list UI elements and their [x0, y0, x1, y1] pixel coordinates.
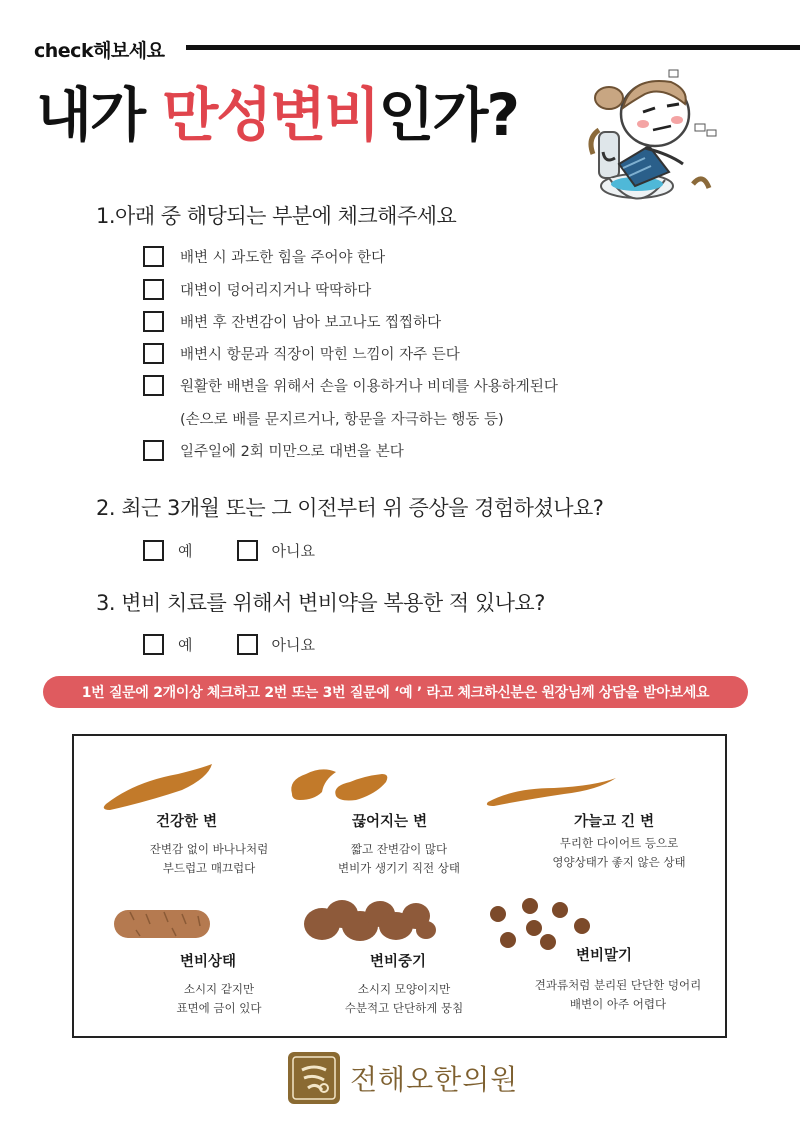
stool-desc-line: 수분적고 단단하게 뭉침	[344, 1001, 464, 1015]
question-2: 2. 최근 3개월 또는 그 이전부터 위 증상을 경험하셨나요?	[96, 496, 604, 520]
answer-yes-label: 예	[178, 542, 193, 560]
stool-desc-line: 무리한 다이어트 등으로	[559, 836, 679, 850]
title-before: 내가	[36, 81, 163, 149]
answer-row-q2	[143, 540, 359, 561]
checkbox-yes[interactable]	[143, 634, 164, 655]
stool-desc-line: 소시지 같지만	[183, 982, 255, 996]
answer-no-label: 아니요	[271, 542, 315, 560]
checklist-item	[143, 343, 460, 364]
stool-desc-line: 변비가 생기기 직전 상태	[337, 861, 461, 875]
checkbox[interactable]	[143, 311, 164, 332]
checkbox-yes[interactable]	[143, 540, 164, 561]
checklist-item-label: 일주일에 2회 미만으로 대변을 본다	[180, 444, 404, 460]
answer-no-label: 아니요	[271, 636, 315, 654]
page-title	[36, 81, 519, 149]
consultation-notice: 1번 질문에 2개이상 체크하고 2번 또는 3번 질문에 ‘예 ’ 라고 체크하신분은 원장님께 상담을 받아보세요	[43, 676, 748, 708]
checklist-item	[143, 246, 385, 267]
checklist-item-label: 배변 시 과도한 힘을 주어야 한다	[180, 250, 386, 266]
stool-desc-line: 배변이 아주 어렵다	[569, 997, 667, 1011]
thin-stool-icon	[487, 778, 616, 806]
toilet-character-illustration	[585, 68, 725, 218]
question-1: 1.아래 중 해당되는 부분에 체크해주세요	[96, 204, 457, 228]
stool-desc-line: 짧고 잔변감이 많다	[350, 842, 448, 856]
header-rule	[186, 45, 800, 50]
title-after: 인가?	[378, 81, 519, 149]
stool-name: 변비상태	[180, 954, 237, 970]
stool-type-chart	[72, 734, 727, 1038]
stool-desc	[144, 980, 294, 1018]
stool-desc	[518, 976, 718, 1014]
checkbox-no[interactable]	[237, 634, 258, 655]
checklist-item	[143, 375, 558, 396]
checkbox[interactable]	[143, 246, 164, 267]
title-highlight: 만성변비	[162, 81, 379, 149]
clinic-brand	[288, 1052, 518, 1104]
checkbox[interactable]	[143, 343, 164, 364]
stool-desc-line: 견과류처럼 분리된 단단한 덩어리	[534, 978, 702, 992]
pellet-stool-icon	[490, 898, 590, 950]
stool-desc-line: 영양상태가 좋지 않은 상태	[552, 855, 686, 869]
lumpy-stool-icon	[304, 900, 436, 941]
checklist-item-label: 원활한 배변을 위해서 손을 이용하거나 비데를 사용하게된다	[180, 379, 558, 395]
checkbox[interactable]	[143, 279, 164, 300]
clinic-logo-mark	[288, 1052, 340, 1104]
answer-row-q3	[143, 634, 359, 655]
checklist-item	[143, 440, 404, 461]
answer-no	[237, 634, 315, 655]
healthy-stool-icon	[104, 764, 212, 810]
answer-no	[237, 540, 315, 561]
checklist-item	[143, 311, 441, 332]
stool-desc-line: 잔변감 없이 바나나처럼	[149, 842, 269, 856]
stool-desc	[529, 834, 709, 872]
clinic-logo	[288, 1052, 340, 1104]
checkbox[interactable]	[143, 440, 164, 461]
checklist-item-label: 배변 후 잔변감이 남아 보고나도 찝찝하다	[180, 315, 442, 331]
checklist-item-label: 대변이 덩어리지거나 딱딱하다	[180, 283, 372, 299]
stool-desc	[314, 840, 484, 878]
stool-desc	[324, 980, 484, 1018]
stool-name: 변비말기	[576, 948, 633, 964]
answer-yes	[143, 540, 193, 561]
stool-name: 변비중기	[370, 954, 427, 970]
stool-desc-line: 소시지 모양이지만	[357, 982, 451, 996]
checkbox[interactable]	[143, 375, 164, 396]
stool-desc-line: 부드럽고 매끄럽다	[162, 861, 256, 875]
header-label: check해보세요	[34, 40, 165, 62]
stool-name: 건강한 변	[156, 814, 218, 830]
answer-yes-label: 예	[178, 636, 193, 654]
stool-name: 가늘고 긴 변	[574, 814, 655, 830]
checklist-item-label: 배변시 항문과 직장이 막힌 느낌이 자주 든다	[180, 347, 460, 363]
stool-desc	[124, 840, 294, 878]
broken-stool-icon	[335, 774, 387, 801]
checklist-item-note: (손으로 배를 문지르거나, 항문을 자극하는 행동 등)	[180, 412, 504, 428]
checklist-item	[143, 279, 371, 300]
broken-stool-icon	[291, 769, 336, 800]
stool-desc-line: 표면에 금이 있다	[176, 1001, 262, 1015]
stool-name: 끊어지는 변	[352, 814, 428, 830]
checkbox-no[interactable]	[237, 540, 258, 561]
question-3: 3. 변비 치료를 위해서 변비약을 복용한 적 있나요?	[96, 591, 545, 615]
clinic-name: 전해오한의원	[350, 1063, 519, 1096]
answer-yes	[143, 634, 193, 655]
cracked-stool-icon	[114, 910, 210, 938]
